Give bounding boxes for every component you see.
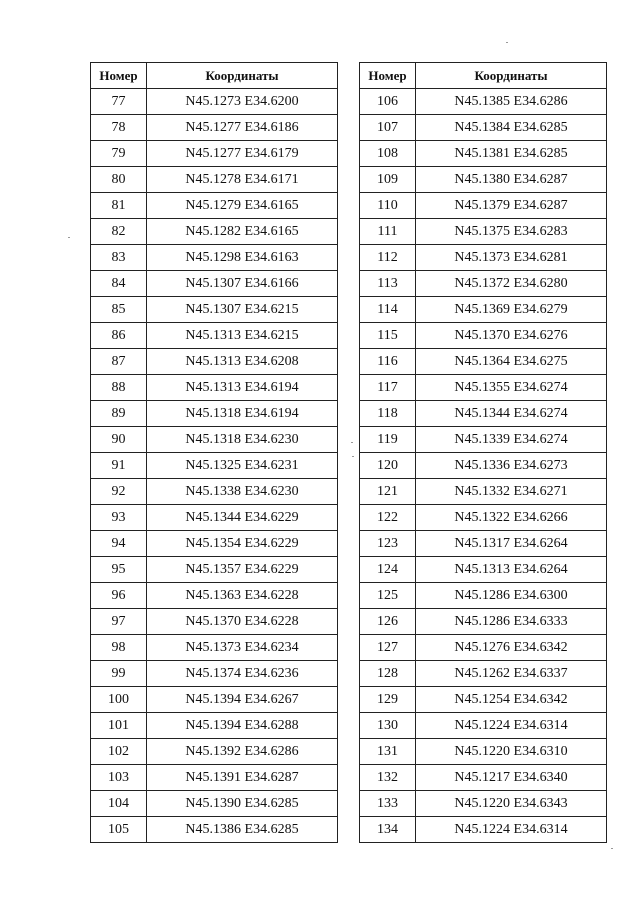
- point-number-cell: 87: [91, 349, 147, 375]
- table-row: [91, 115, 338, 141]
- point-number-cell: 98: [91, 635, 147, 661]
- coordinates-cell: N45.1385 E34.6286: [416, 89, 607, 115]
- point-number-cell: 91: [91, 453, 147, 479]
- point-number-cell: 130: [360, 713, 416, 739]
- coordinates-cell: N45.1277 E34.6186: [147, 115, 338, 141]
- table-row: [360, 401, 607, 427]
- table-row: [360, 141, 607, 167]
- table-header-row: [91, 63, 338, 89]
- table-row: [360, 505, 607, 531]
- table-row: [360, 817, 607, 843]
- table-row: [91, 531, 338, 557]
- table-row: [91, 349, 338, 375]
- point-number-cell: 79: [91, 141, 147, 167]
- table-row: [91, 635, 338, 661]
- table-row: [360, 687, 607, 713]
- scan-speck: [506, 42, 508, 43]
- table-row: [91, 193, 338, 219]
- column-header-number: Номер: [91, 63, 147, 89]
- coordinates-cell: N45.1339 E34.6274: [416, 427, 607, 453]
- point-number-cell: 115: [360, 323, 416, 349]
- coordinates-table-left: [90, 62, 338, 843]
- point-number-cell: 116: [360, 349, 416, 375]
- table-row: [360, 635, 607, 661]
- point-number-cell: 103: [91, 765, 147, 791]
- coordinates-cell: N45.1355 E34.6274: [416, 375, 607, 401]
- point-number-cell: 104: [91, 791, 147, 817]
- point-number-cell: 112: [360, 245, 416, 271]
- coordinates-cell: N45.1224 E34.6314: [416, 713, 607, 739]
- point-number-cell: 134: [360, 817, 416, 843]
- coordinates-cell: N45.1313 E34.6194: [147, 375, 338, 401]
- point-number-cell: 85: [91, 297, 147, 323]
- point-number-cell: 129: [360, 687, 416, 713]
- table-row: [91, 661, 338, 687]
- coordinates-cell: N45.1354 E34.6229: [147, 531, 338, 557]
- coordinates-cell: N45.1313 E34.6208: [147, 349, 338, 375]
- table-row: [360, 323, 607, 349]
- point-number-cell: 90: [91, 427, 147, 453]
- coordinates-cell: N45.1298 E34.6163: [147, 245, 338, 271]
- table-row: [360, 167, 607, 193]
- coordinates-cell: N45.1373 E34.6234: [147, 635, 338, 661]
- point-number-cell: 107: [360, 115, 416, 141]
- coordinates-cell: N45.1276 E34.6342: [416, 635, 607, 661]
- coordinates-cell: N45.1307 E34.6215: [147, 297, 338, 323]
- coordinates-cell: N45.1390 E34.6285: [147, 791, 338, 817]
- table-row: [360, 349, 607, 375]
- coordinates-table-right: [359, 62, 607, 843]
- point-number-cell: 109: [360, 167, 416, 193]
- coordinates-cell: N45.1344 E34.6274: [416, 401, 607, 427]
- table-row: [91, 375, 338, 401]
- table-row: [360, 375, 607, 401]
- coordinates-cell: N45.1364 E34.6275: [416, 349, 607, 375]
- point-number-cell: 86: [91, 323, 147, 349]
- table-row: [360, 219, 607, 245]
- table-row: [91, 583, 338, 609]
- coordinates-cell: N45.1286 E34.6300: [416, 583, 607, 609]
- table-row: [91, 401, 338, 427]
- table-row: [360, 271, 607, 297]
- table-row: [91, 427, 338, 453]
- table-row: [360, 115, 607, 141]
- table-row: [91, 245, 338, 271]
- point-number-cell: 80: [91, 167, 147, 193]
- coordinates-cell: N45.1384 E34.6285: [416, 115, 607, 141]
- scan-speck: [352, 456, 354, 457]
- coordinates-cell: N45.1318 E34.6230: [147, 427, 338, 453]
- point-number-cell: 78: [91, 115, 147, 141]
- table-row: [360, 453, 607, 479]
- coordinates-cell: N45.1381 E34.6285: [416, 141, 607, 167]
- coordinates-cell: N45.1369 E34.6279: [416, 297, 607, 323]
- point-number-cell: 81: [91, 193, 147, 219]
- coordinates-cell: N45.1370 E34.6276: [416, 323, 607, 349]
- table-row: [360, 297, 607, 323]
- point-number-cell: 124: [360, 557, 416, 583]
- coordinates-cell: N45.1357 E34.6229: [147, 557, 338, 583]
- point-number-cell: 110: [360, 193, 416, 219]
- table-row: [360, 479, 607, 505]
- point-number-cell: 102: [91, 739, 147, 765]
- coordinates-cell: N45.1262 E34.6337: [416, 661, 607, 687]
- coordinates-cell: N45.1386 E34.6285: [147, 817, 338, 843]
- scan-speck: [611, 848, 613, 849]
- table-body-left: [91, 89, 338, 843]
- table-row: [360, 427, 607, 453]
- column-header-coordinates: Координаты: [416, 63, 607, 89]
- scan-speck: [68, 237, 70, 238]
- coordinates-cell: N45.1392 E34.6286: [147, 739, 338, 765]
- table-row: [91, 791, 338, 817]
- point-number-cell: 94: [91, 531, 147, 557]
- table-row: [360, 583, 607, 609]
- table-row: [91, 479, 338, 505]
- coordinates-cell: N45.1317 E34.6264: [416, 531, 607, 557]
- coordinates-cell: N45.1325 E34.6231: [147, 453, 338, 479]
- coordinates-cell: N45.1273 E34.6200: [147, 89, 338, 115]
- coordinates-cell: N45.1374 E34.6236: [147, 661, 338, 687]
- point-number-cell: 128: [360, 661, 416, 687]
- coordinates-cell: N45.1278 E34.6171: [147, 167, 338, 193]
- coordinates-cell: N45.1279 E34.6165: [147, 193, 338, 219]
- point-number-cell: 77: [91, 89, 147, 115]
- coordinates-cell: N45.1220 E34.6343: [416, 791, 607, 817]
- point-number-cell: 125: [360, 583, 416, 609]
- point-number-cell: 132: [360, 765, 416, 791]
- coordinates-cell: N45.1394 E34.6288: [147, 713, 338, 739]
- coordinates-cell: N45.1336 E34.6273: [416, 453, 607, 479]
- table-row: [91, 453, 338, 479]
- point-number-cell: 119: [360, 427, 416, 453]
- coordinates-cell: N45.1254 E34.6342: [416, 687, 607, 713]
- point-number-cell: 113: [360, 271, 416, 297]
- point-number-cell: 118: [360, 401, 416, 427]
- point-number-cell: 95: [91, 557, 147, 583]
- point-number-cell: 83: [91, 245, 147, 271]
- coordinates-cell: N45.1277 E34.6179: [147, 141, 338, 167]
- point-number-cell: 117: [360, 375, 416, 401]
- coordinates-cell: N45.1372 E34.6280: [416, 271, 607, 297]
- table-row: [91, 141, 338, 167]
- coordinates-cell: N45.1322 E34.6266: [416, 505, 607, 531]
- table-row: [91, 713, 338, 739]
- point-number-cell: 97: [91, 609, 147, 635]
- point-number-cell: 123: [360, 531, 416, 557]
- table-row: [360, 791, 607, 817]
- coordinates-cell: N45.1379 E34.6287: [416, 193, 607, 219]
- point-number-cell: 114: [360, 297, 416, 323]
- table-row: [360, 531, 607, 557]
- scan-speck: [351, 442, 353, 443]
- table-row: [360, 245, 607, 271]
- point-number-cell: 111: [360, 219, 416, 245]
- table-header-row: [360, 63, 607, 89]
- point-number-cell: 126: [360, 609, 416, 635]
- coordinates-cell: N45.1375 E34.6283: [416, 219, 607, 245]
- table-row: [91, 271, 338, 297]
- table-row: [91, 557, 338, 583]
- table-row: [91, 505, 338, 531]
- point-number-cell: 96: [91, 583, 147, 609]
- point-number-cell: 122: [360, 505, 416, 531]
- point-number-cell: 93: [91, 505, 147, 531]
- point-number-cell: 100: [91, 687, 147, 713]
- coordinates-cell: N45.1363 E34.6228: [147, 583, 338, 609]
- coordinates-cell: N45.1282 E34.6165: [147, 219, 338, 245]
- point-number-cell: 105: [91, 817, 147, 843]
- coordinates-cell: N45.1391 E34.6287: [147, 765, 338, 791]
- coordinates-cell: N45.1313 E34.6264: [416, 557, 607, 583]
- point-number-cell: 108: [360, 141, 416, 167]
- point-number-cell: 84: [91, 271, 147, 297]
- coordinates-cell: N45.1313 E34.6215: [147, 323, 338, 349]
- point-number-cell: 82: [91, 219, 147, 245]
- coordinates-cell: N45.1373 E34.6281: [416, 245, 607, 271]
- point-number-cell: 101: [91, 713, 147, 739]
- point-number-cell: 99: [91, 661, 147, 687]
- table-row: [91, 739, 338, 765]
- table-row: [360, 609, 607, 635]
- table-row: [91, 297, 338, 323]
- coordinates-cell: N45.1286 E34.6333: [416, 609, 607, 635]
- point-number-cell: 127: [360, 635, 416, 661]
- table-row: [91, 817, 338, 843]
- coordinates-cell: N45.1224 E34.6314: [416, 817, 607, 843]
- coordinates-cell: N45.1394 E34.6267: [147, 687, 338, 713]
- coordinates-cell: N45.1220 E34.6310: [416, 739, 607, 765]
- coordinates-cell: N45.1344 E34.6229: [147, 505, 338, 531]
- point-number-cell: 121: [360, 479, 416, 505]
- table-row: [91, 89, 338, 115]
- table-row: [360, 661, 607, 687]
- table-row: [91, 167, 338, 193]
- point-number-cell: 92: [91, 479, 147, 505]
- point-number-cell: 120: [360, 453, 416, 479]
- table-row: [91, 765, 338, 791]
- table-row: [91, 687, 338, 713]
- coordinates-cell: N45.1318 E34.6194: [147, 401, 338, 427]
- coordinates-cell: N45.1307 E34.6166: [147, 271, 338, 297]
- column-header-number: Номер: [360, 63, 416, 89]
- table-row: [91, 323, 338, 349]
- table-row: [91, 609, 338, 635]
- table-row: [360, 193, 607, 219]
- point-number-cell: 88: [91, 375, 147, 401]
- coordinates-cell: N45.1338 E34.6230: [147, 479, 338, 505]
- point-number-cell: 131: [360, 739, 416, 765]
- table-body-right: [360, 89, 607, 843]
- coordinates-cell: N45.1217 E34.6340: [416, 765, 607, 791]
- point-number-cell: 106: [360, 89, 416, 115]
- table-row: [360, 765, 607, 791]
- table-row: [360, 557, 607, 583]
- table-row: [360, 89, 607, 115]
- table-row: [91, 219, 338, 245]
- coordinates-cell: N45.1332 E34.6271: [416, 479, 607, 505]
- point-number-cell: 89: [91, 401, 147, 427]
- coordinates-cell: N45.1380 E34.6287: [416, 167, 607, 193]
- coordinates-cell: N45.1370 E34.6228: [147, 609, 338, 635]
- point-number-cell: 133: [360, 791, 416, 817]
- column-header-coordinates: Координаты: [147, 63, 338, 89]
- table-row: [360, 739, 607, 765]
- table-row: [360, 713, 607, 739]
